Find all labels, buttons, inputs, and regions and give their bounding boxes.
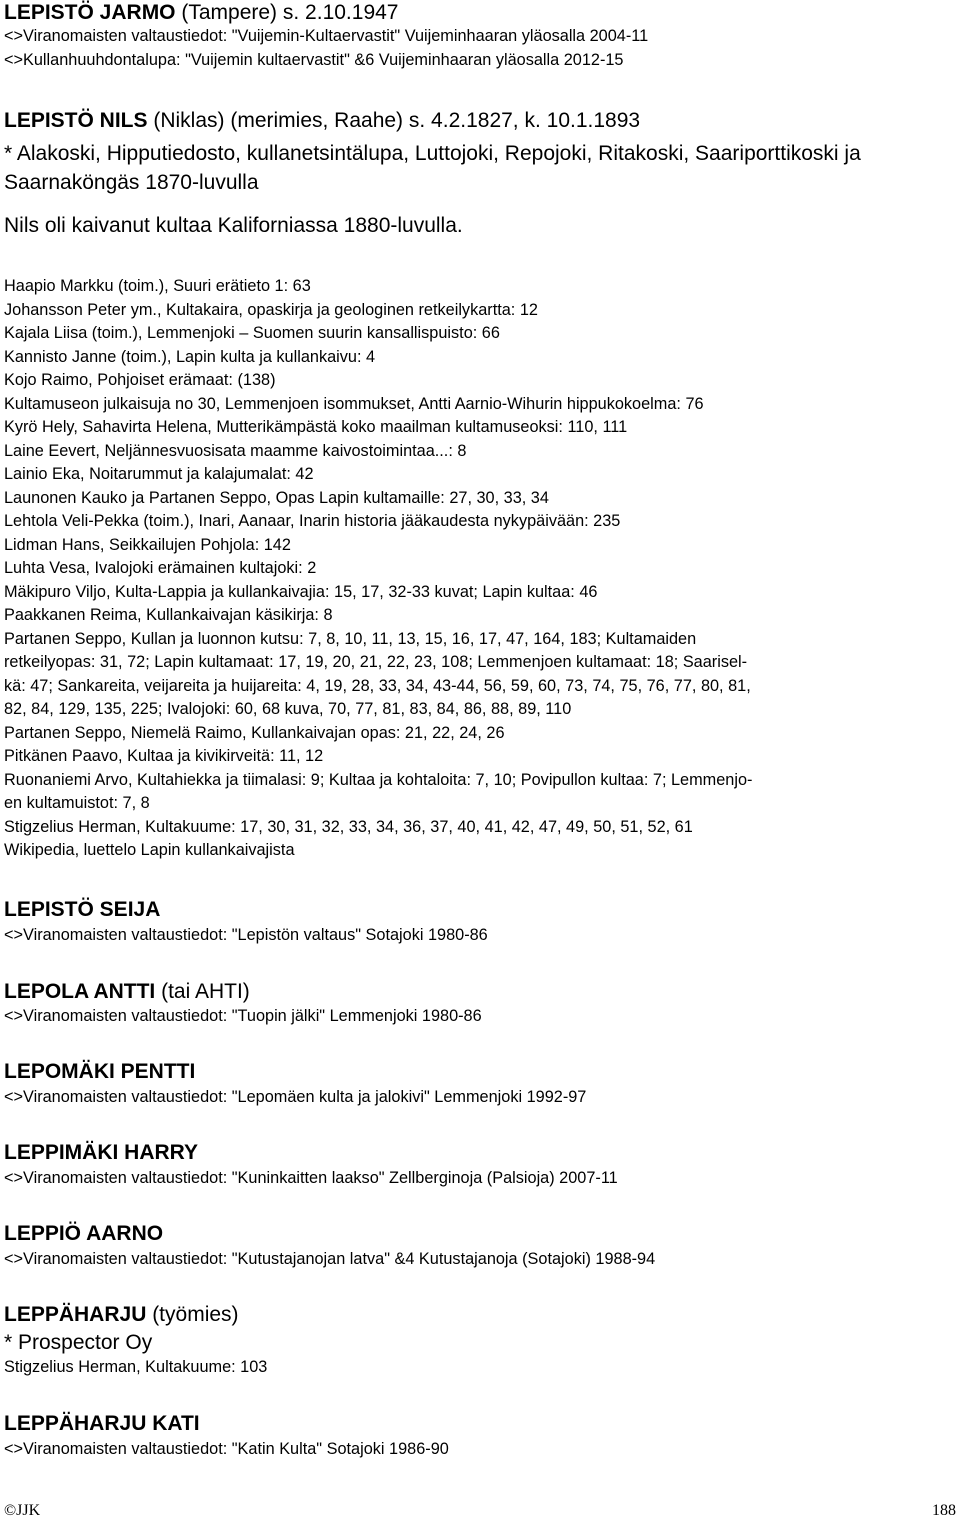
reference-item: Stigzelius Herman, Kultakuume: 103 (4, 1358, 268, 1376)
entry-name: LEPISTÖ SEIJA (4, 898, 161, 921)
entry-suffix: (Niklas) (merimies, Raahe) s. 4.2.1827, k. 10.1.1893 (147, 109, 641, 132)
entry-name: LEPPÄHARJU KATI (4, 1412, 200, 1435)
entry-name: LEPPÄHARJU (4, 1303, 147, 1326)
reference-item: Lainio Eka, Noitarummut ja kalajumalat: 42 (4, 465, 314, 483)
claim-line: <>Viranomaisten valtaustiedot: "Tuopin jälki" Lemmenjoki 1980-86 (4, 1007, 482, 1025)
reference-item: Partanen Seppo, Kullan ja luonnon kutsu: 7, 8, 10, 11, 13, 15, 16, 17, 47, 164, 183; Kultamaiden (4, 629, 697, 648)
entry-heading (4, 1303, 267, 1327)
reference-item: Kajala Liisa (toim.), Lemmenjoki – Suomen suurin kansallispuisto: 66 (4, 324, 500, 342)
reference-item: Johansson Peter ym., Kultakaira, opaskirja ja geologinen retkeilykartta: 12 (4, 300, 538, 319)
entry-leppaharju-kati (4, 1412, 449, 1462)
claim-line: <>Viranomaisten valtaustiedot: "Kuninkaitten laakso" Zellberginoja (Palsioja) 2007-11 (4, 1169, 618, 1187)
reference-item: 82, 84, 129, 135, 225; Ivalojoki: 60, 68 kuva, 70, 77, 81, 83, 84, 86, 88, 89, 110 (4, 700, 572, 718)
entry-name: LEPPIÖ AARNO (4, 1222, 164, 1245)
reference-item: Paakkanen Reima, Kullankaivajan käsikirja: 8 (4, 606, 333, 624)
reference-item: Kojo Raimo, Pohjoiset erämaat: (138) (4, 371, 276, 389)
entry-lepisto-nils (4, 109, 956, 238)
reference-item: Stigzelius Herman, Kultakuume: 17, 30, 31, 32, 33, 34, 36, 37, 40, 41, 42, 47, 49, 50, 51, 52, 61 (4, 817, 693, 836)
reference-item: Launonen Kauko ja Partanen Seppo, Opas Lapin kultamaille: 27, 30, 33, 34 (4, 488, 549, 507)
reference-item: en kultamuistot: 7, 8 (4, 794, 150, 812)
entry-name: LEPOMÄKI PENTTI (4, 1060, 196, 1083)
reference-list (4, 275, 752, 863)
copyright-text: ©JJK (4, 1502, 41, 1519)
entry-lepisto-seija (4, 898, 488, 948)
reference-item: Kannisto Janne (toim.), Lapin kulta ja kullankaivu: 4 (4, 347, 376, 366)
reference-item: Kyrö Hely, Sahavirta Helena, Mutterikämpästä koko maailman kultamuseoksi: 110, 111 (4, 418, 628, 436)
entry-heading (4, 109, 956, 133)
entry-name: LEPOLA ANTTI (4, 980, 156, 1003)
claim-line: <>Viranomaisten valtaustiedot: "Kutustajanojan latva" &4 Kutustajanoja (Sotajoki) 1988-94 (4, 1250, 656, 1268)
reference-item: Luhta Vesa, Ivalojoki erämainen kultajoki: 2 (4, 559, 317, 577)
entry-locations: * Alakoski, Hipputiedosto, kullanetsintälupa, Luttojoki, Repojoki, Ritakoski, Saariporttikoski ja Saarnaköngäs 1870-luvulla (4, 142, 861, 194)
reference-item: retkeilyopas: 31, 72; Lapin kultamaat: 17, 19, 20, 21, 22, 23, 108; Lemmenjoen kultamaat: 18; Saarisel- (4, 653, 748, 671)
page-number: 188 (932, 1502, 956, 1519)
entry-heading (4, 980, 482, 1004)
reference-item: Lidman Hans, Seikkailujen Pohjola: 142 (4, 535, 291, 554)
entry-name: LEPPIMÄKI HARRY (4, 1141, 199, 1164)
claim-line: <>Kullanhuuhdontalupa: "Vuijemin kultaervastit" &6 Vuijeminhaaran yläosalla 2012-15 (4, 50, 624, 69)
entry-suffix: (työmies) (146, 1303, 239, 1326)
entry-heading (4, 1, 648, 25)
reference-item: Kultamuseon julkaisuja no 30, Lemmenjoen isommukset, Antti Aarnio-Wihurin hippukokoelma: 76 (4, 394, 704, 413)
entry-suffix: (tai AHTI) (155, 980, 250, 1003)
claim-line: <>Viranomaisten valtaustiedot: "Lepistön valtaus" Sotajoki 1980-86 (4, 926, 488, 944)
entry-company: * Prospector Oy (4, 1331, 153, 1354)
claim-line: <>Viranomaisten valtaustiedot: "Vuijemin-Kultaervastit" Vuijeminhaaran yläosalla 2004-11 (4, 27, 649, 45)
reference-item: Laine Eevert, Neljännesvuosisata maamme kaivostoimintaa...: 8 (4, 441, 467, 460)
entry-suffix: (Tampere) s. 2.10.1947 (175, 1, 399, 24)
entry-lepisto-jarmo (4, 1, 648, 72)
entry-leppimaki-harry (4, 1141, 618, 1191)
entry-leppio-aarno (4, 1222, 655, 1272)
claim-line: <>Viranomaisten valtaustiedot: "Katin Kulta" Sotajoki 1986-90 (4, 1440, 449, 1458)
entry-note: Nils oli kaivanut kultaa Kaliforniassa 1880-luvulla. (4, 214, 463, 237)
reference-item: Mäkipuro Viljo, Kulta-Lappia ja kullankaivajia: 15, 17, 32-33 kuvat; Lapin kultaa: 46 (4, 582, 598, 601)
entry-name: LEPISTÖ NILS (4, 109, 148, 132)
entry-lepola-antti (4, 980, 482, 1029)
reference-item: Wikipedia, luettelo Lapin kullankaivajista (4, 841, 295, 859)
entry-name: LEPISTÖ JARMO (4, 1, 176, 24)
entry-leppaharju (4, 1303, 267, 1380)
reference-item: kä: 47; Sankareita, veijareita ja huijareita: 4, 19, 28, 33, 34, 43-44, 56, 59, 60, 73, 74, 75, 76, 77, 80, 81, (4, 676, 751, 695)
reference-item: Pitkänen Paavo, Kultaa ja kivikirveitä: 11, 12 (4, 747, 324, 765)
page-footer (4, 1502, 956, 1524)
reference-item: Partanen Seppo, Niemelä Raimo, Kullankaivajan opas: 21, 22, 24, 26 (4, 723, 505, 742)
reference-item: Haapio Markku (toim.), Suuri erätieto 1: 63 (4, 277, 311, 295)
reference-item: Lehtola Veli-Pekka (toim.), Inari, Aanaar, Inarin historia jääkaudesta nykypäivään: 235 (4, 512, 621, 530)
entry-lepomaki-pentti (4, 1060, 586, 1110)
reference-item: Ruonaniemi Arvo, Kultahiekka ja tiimalasi: 9; Kultaa ja kohtaloita: 7, 10; Povipullon kultaa: 7; Lemmenjo- (4, 770, 753, 789)
claim-line: <>Viranomaisten valtaustiedot: "Lepomäen kulta ja jalokivi" Lemmenjoki 1992-97 (4, 1088, 587, 1106)
